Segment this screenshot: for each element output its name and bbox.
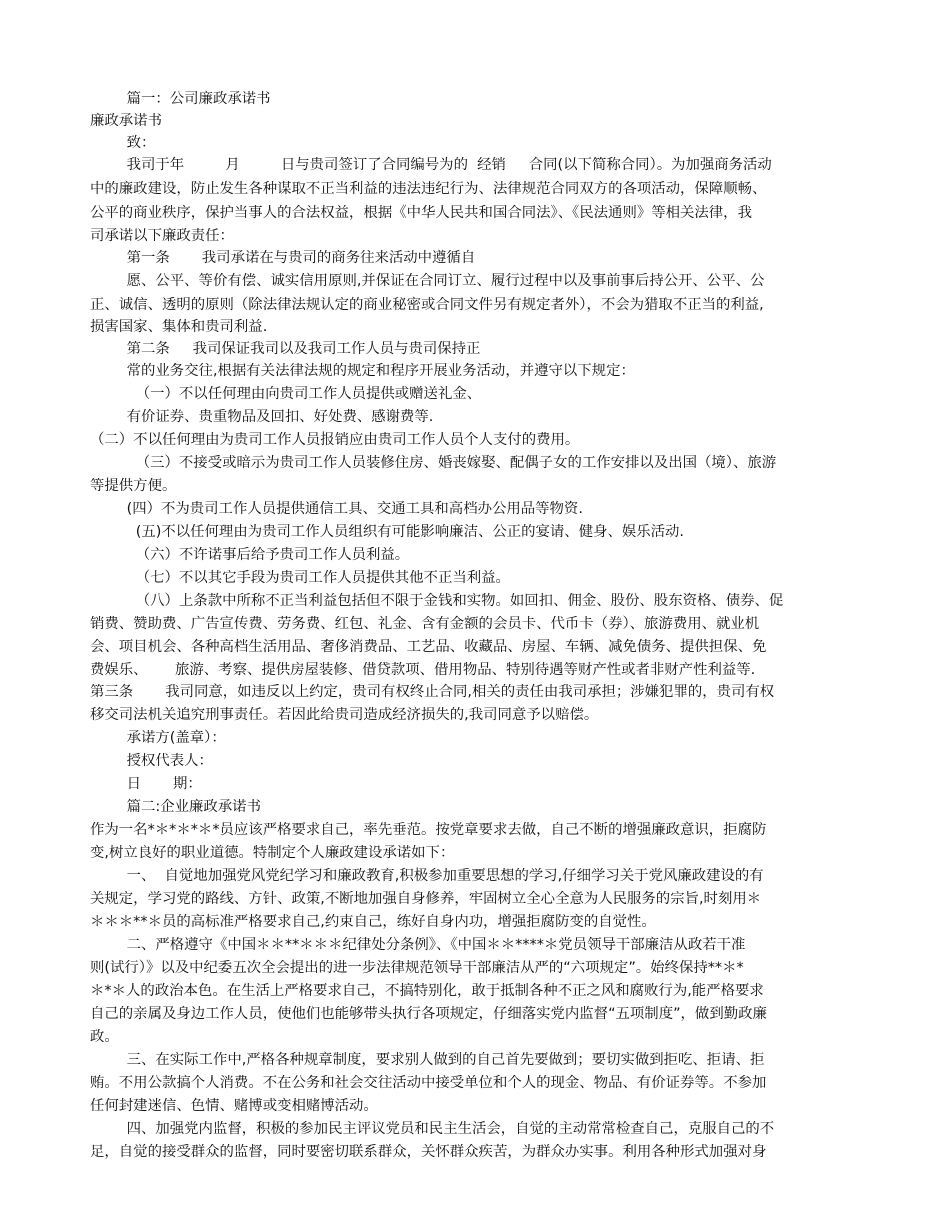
- doc-line: 正、诚信、透明的原则（除法律法规认定的商业秘密或合同文件另有规定者外），不会为猎取不正当的利益,: [90, 297, 764, 313]
- doc-line: 廉政承诺书: [90, 113, 162, 129]
- doc-line: 公平的商业秩序，保护当事人的合法权益，根据《中华人民共和国合同法》、《民法通则》等相关法律，我: [90, 205, 752, 221]
- doc-line: 四、加强党内监督，积极的参加民主评议党员和民主生活会，自觉的主动常常检查自己，克服自己的不: [90, 1121, 775, 1137]
- doc-line: （六）不许诺事后给予贵司工作人员利益。: [90, 547, 410, 563]
- doc-line: 任何封建迷信、色情、赌博或变相赌博活动。: [90, 1098, 378, 1114]
- doc-line: 等提供方便。: [90, 478, 177, 494]
- doc-line: 司承诺以下廉政责任：: [90, 228, 234, 244]
- doc-line: 足，自觉的接受群众的监督，同时要密切联系群众，关怀群众疾苦，为群众办实事。利用各种形式加强对身: [90, 1144, 767, 1160]
- doc-line: 二、严格遵守《中国＊＊**＊＊＊纪律处分条例》、《中国＊＊****＊党员领导干部廉洁从政若干准: [90, 937, 746, 953]
- doc-line: 会、项目机会、各种高档生活用品、奢侈消费品、工艺品、收藏品、房屋、车辆、减免债务、提供担保、免: [90, 639, 767, 655]
- doc-line: 第一条 我司承诺在与贵司的商务往来活动中遵循自: [90, 250, 476, 266]
- doc-line: 第二条 我司保证我司以及我司工作人员与贵司保持正: [90, 341, 481, 357]
- doc-line: 损害国家、集体和贵司利益.: [90, 319, 268, 335]
- doc-line: （七）不以其它手段为贵司工作人员提供其他不正当利益。: [90, 570, 510, 586]
- doc-line: ＊*＊人的政治本色。在生活上严格要求自己，不搞特别化，敢于抵制各种不正之风和腐败行为,能严格要求: [90, 983, 764, 999]
- doc-line: （八）上条款中所称不正当利益包括但不限于金钱和实物。如回扣、佣金、股份、股东资格、债券、促: [90, 593, 784, 609]
- doc-line: 授权代表人：: [90, 753, 213, 769]
- doc-line: （二）不以任何理由为贵司工作人员报销应由贵司工作人员个人支付的费用。: [90, 432, 580, 448]
- doc-line: 政。: [90, 1029, 119, 1045]
- doc-line: 日 期：: [90, 776, 202, 792]
- doc-line: （一）不以任何理由向贵司工作人员提供或赠送礼金、: [90, 386, 482, 402]
- doc-line: 费娱乐、 旅游、考察、提供房屋装修、借贷款项、借用物品、特别待遇等财产性或者非财产性利益等.: [90, 662, 756, 678]
- doc-line: ＊＊＊**＊员的高标准严格要求自己,约束自己，练好自身内功，增强拒腐防变的自觉性。: [90, 914, 656, 930]
- doc-line: 三、在实际工作中,严格各种规章制度，要求别人做到的自己首先要做到；要切实做到拒吃、拒请、拒: [90, 1052, 765, 1068]
- doc-line: 作为一名*＊*＊*＊*员应该严格要求自己，率先垂范。按党章要求去做，自己不断的增强廉政意识，拒腐防: [90, 822, 767, 838]
- doc-line: 承诺方(盖章）：: [90, 730, 226, 746]
- doc-line: 篇一：公司廉政承诺书: [90, 91, 271, 107]
- doc-line: 关规定，学习党的路线、方针、政策,不断地加强自身修养，牢固树立全心全意为人民服务的宗旨,时刻用＊: [90, 891, 762, 907]
- doc-line: 变,树立良好的职业道德。特制定个人廉政建设承诺如下：: [90, 845, 455, 861]
- doc-line: 有价证券、贵重物品及回扣、好处费、感谢费等.: [90, 409, 434, 425]
- doc-line: （三）不接受或暗示为贵司工作人员装修住房、婚丧嫁娶、配偶子女的工作安排以及出国（境）、旅游: [90, 455, 777, 471]
- doc-line: 第三条 我司同意，如违反以上约定，贵司有权终止合同,相关的责任由我司承担；涉嫌犯罪的，贵司有权: [90, 684, 775, 700]
- doc-line: 中的廉政建设，防止发生各种谋取不正当利益的违法违纪行为、法律规范合同双方的各项活动，保障顺畅、: [90, 181, 767, 197]
- doc-line: 则(试行）》以及中纪委五次全会提出的进一步法律规范领导干部廉洁从严的“六项规定”。始终保持**＊*: [90, 960, 744, 976]
- doc-line: 自己的亲属及身边工作人员，使他们也能够带头执行各项规定，仔细落实党内监督“五项制度”，做到勤政廉: [90, 1006, 767, 1022]
- doc-line: 一、 自觉地加强党风党纪学习和廉政教育,积极参加重要思想的学习,仔细学习关于党风廉政建设的有: [90, 868, 764, 884]
- doc-line: 致：: [90, 135, 156, 151]
- doc-line: (四）不为贵司工作人员提供通信工具、交通工具和高档办公用品等物资.: [90, 501, 583, 517]
- doc-line: 常的业务交往,根据有关法律法规的规定和程序开展业务活动，并遵守以下规定：: [90, 363, 635, 379]
- doc-line: 愿、公平、等价有偿、诚实信用原则,并保证在合同订立、履行过程中以及事前事后持公开、公平、公: [90, 273, 765, 289]
- doc-line: 我司于年 月 日与贵司签订了合同编号为的 经销 合同(以下简称合同）。为加强商务活动: [90, 157, 772, 173]
- doc-line: 贿。不用公款搞个人消费。不在公务和社会交往活动中接受单位和个人的现金、物品、有价证券等。不参加: [90, 1075, 767, 1091]
- doc-line: (五)不以任何理由为贵司工作人员组织有可能影响廉洁、公正的宴请、健身、娱乐活动.: [90, 524, 685, 540]
- doc-line: 移交司法机关追究刑事责任。若因此给贵司造成经济损失的,我司同意予以赔偿。: [90, 707, 599, 723]
- doc-line: 销费、赞助费、广告宣传费、劳务费、红包、礼金、含有金额的会员卡、代币卡（券）、旅游费用、就业机: [90, 616, 760, 632]
- doc-line: 篇二:企业廉政承诺书: [90, 799, 261, 815]
